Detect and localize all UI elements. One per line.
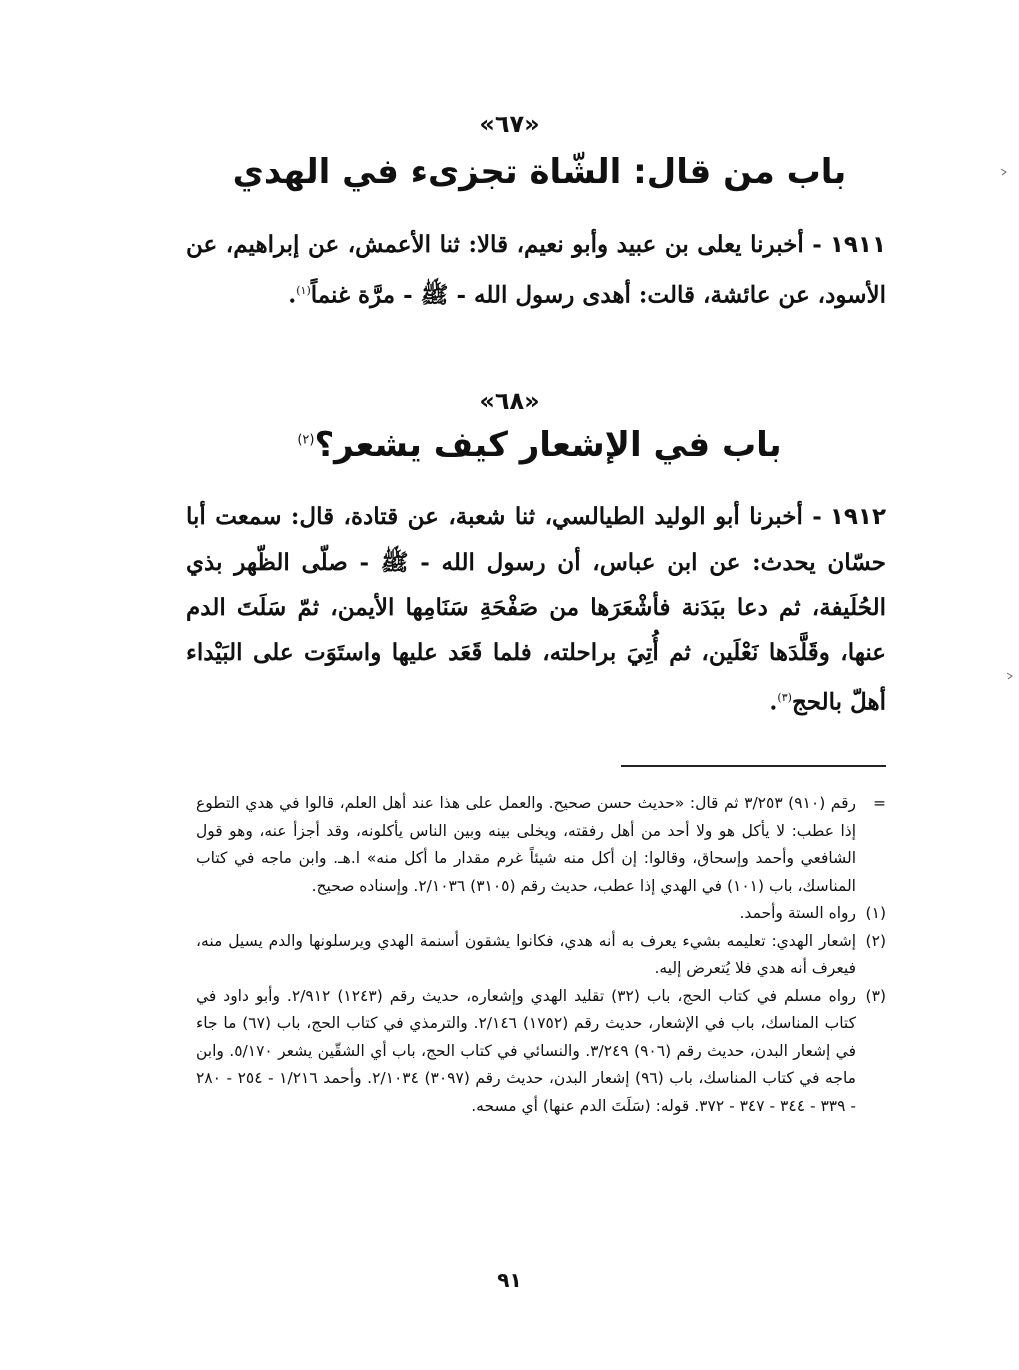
footnote-ref: (٣) bbox=[777, 691, 792, 704]
footnote-continuation bbox=[196, 790, 886, 900]
footnote-separator bbox=[621, 765, 886, 767]
chapter-heading-68 bbox=[0, 425, 1019, 465]
chapter-heading-67 bbox=[0, 152, 1019, 192]
hadith-1912: ١٩١٢- أخبرنا أبو الوليد الطيالسي، ثنا شعبة، عن قتادة، قال: سمعت أبا حسّان يحدث: عن ابن عباس، أن رسول الله - ﷺ - صلّى الظّهر بذي الحُلَيفة، ثم دعا ببَدَنة فأشْعَرَها من صَفْحَةِ سَنَامِها الأيمن، ثمّ سَلَتَ الدم عنها، وقَلَّدَها نَعْلَين، ثم أُتِيَ براحلته، فلما قَعَد عليها واستَوَت على البَيْداء أهلّ بالحج$^{(٣)}$. bbox=[186, 503, 886, 716]
chapter-title-67: باب من قال: الشّاة تجزىء في الهدي bbox=[232, 152, 847, 192]
footnote-3 bbox=[196, 983, 886, 1121]
section-number-67: «٦٧» bbox=[479, 110, 540, 138]
footnote-text: رواه مسلم في كتاب الحج، باب (٣٢) تقليد الهدي وإشعاره، حديث رقم (١٢٤٣) ٢/٩١٢. وأبو داود في كتاب المناسك، باب في الإشعار، حديث رقم (١٧٥٢) ٢/١٤٦. والترمذي في كتاب الحج، باب (٦٧) ما جاء في إشعار البدن، حديث رقم (٩٠٦) ٣/٢٤٩. والنسائي في كتاب الحج، باب أي الشقّين يشعر ٥/١٧٠. وابن ماجه في كتاب المناسك، باب (٩٦) إشعار البدن، حديث رقم (٣٠٩٧) ٢/١٠٣٤. وأحمد ١/٢١٦ - ٢٥٤ - ٢٨٠ - ٣٣٩ - ٣٤٤ - ٣٤٧ - ٣٧٢. قوله: (سَلَتَ الدم عنها) أي مسحه. bbox=[196, 986, 856, 1115]
footnote-2 bbox=[196, 928, 886, 983]
hadith-text: - أخبرنا أبو الوليد الطيالسي، ثنا شعبة، عن قتادة، قال: سمعت أبا حسّان يحدث: عن ابن عباس، أن رسول الله - ﷺ - صلّى الظّهر بذي الحُلَيفة، ثم دعا ببَدَنة فأشْعَرَها من صَفْحَةِ سَنَامِها الأيمن، ثمّ سَلَتَ الدم عنها، وقَلَّدَها نَعْلَين، ثم أُتِيَ براحلته، فلما قَعَد عليها واستَوَت على البَيْداء أهلّ بالحج bbox=[186, 503, 886, 716]
hadith-number: ١٩١٢ bbox=[829, 504, 886, 530]
footnote-mark: = bbox=[873, 794, 886, 812]
footnote-mark: (١) bbox=[865, 904, 886, 922]
footnotes bbox=[196, 790, 886, 1120]
footnote-1 bbox=[196, 900, 886, 928]
footnote-mark: (٣) bbox=[865, 986, 886, 1005]
scan-speck bbox=[1000, 168, 1008, 176]
hadith-1911: ١٩١١- أخبرنا يعلى بن عبيد وأبو نعيم، قالا: ثنا الأعمش، عن إبراهيم، عن الأسود، عن عائشة، قالت: أهدى رسول الله - ﷺ - مرَّة غنماً$^{(١)}$. bbox=[186, 231, 886, 309]
chapter-title-68: باب في الإشعار كيف يشعر؟ bbox=[314, 425, 782, 465]
footnote-text: إشعار الهدي: تعليمه بشيء يعرف به أنه هدي، فكانوا يشقون أسنمة الهدي ويرسلونها والدم يسيل منه، فيعرف أنه هدي فلا يُتعرض إليه. bbox=[196, 931, 856, 977]
footnote-text: رقم (٩١٠) ٣/٢٥٣ ثم قال: «حديث حسن صحيح. والعمل على هذا عند أهل العلم، قالوا في هدي التطوع إذا عطب: لا يأكل هو ولا أحد من أهل رفقته، ويخلى بينه وبين الناس يأكلونه، وقد أجزأ عنه، وهو قول الشافعي وأحمد وإسحاق، وقالوا: إن أكل منه شيئاً غرم مقدار ما أكل منه» ا.هـ. وابن ماجه في كتاب المناسك، باب (١٠١) في الهدي إذا عطب، حديث رقم (٣١٠٥) ٢/١٠٣٦. وإسناده صحيح. bbox=[196, 794, 856, 895]
footnote-ref: (٢) bbox=[297, 432, 315, 448]
page-number: ٩١ bbox=[497, 1268, 522, 1292]
section-number-68: «٦٨» bbox=[479, 387, 540, 415]
hadith-number: ١٩١١ bbox=[829, 232, 886, 258]
hadith-text: - أخبرنا يعلى بن عبيد وأبو نعيم، قالا: ثنا الأعمش، عن إبراهيم، عن الأسود، عن عائشة، قالت: أهدى رسول الله - ﷺ - مرَّة غنماً bbox=[186, 231, 886, 309]
footnote-mark: (٢) bbox=[865, 931, 886, 950]
footnote-text: رواه الستة وأحمد. bbox=[739, 904, 856, 922]
scan-speck bbox=[1006, 672, 1014, 680]
footnote-ref: (١) bbox=[296, 284, 311, 297]
